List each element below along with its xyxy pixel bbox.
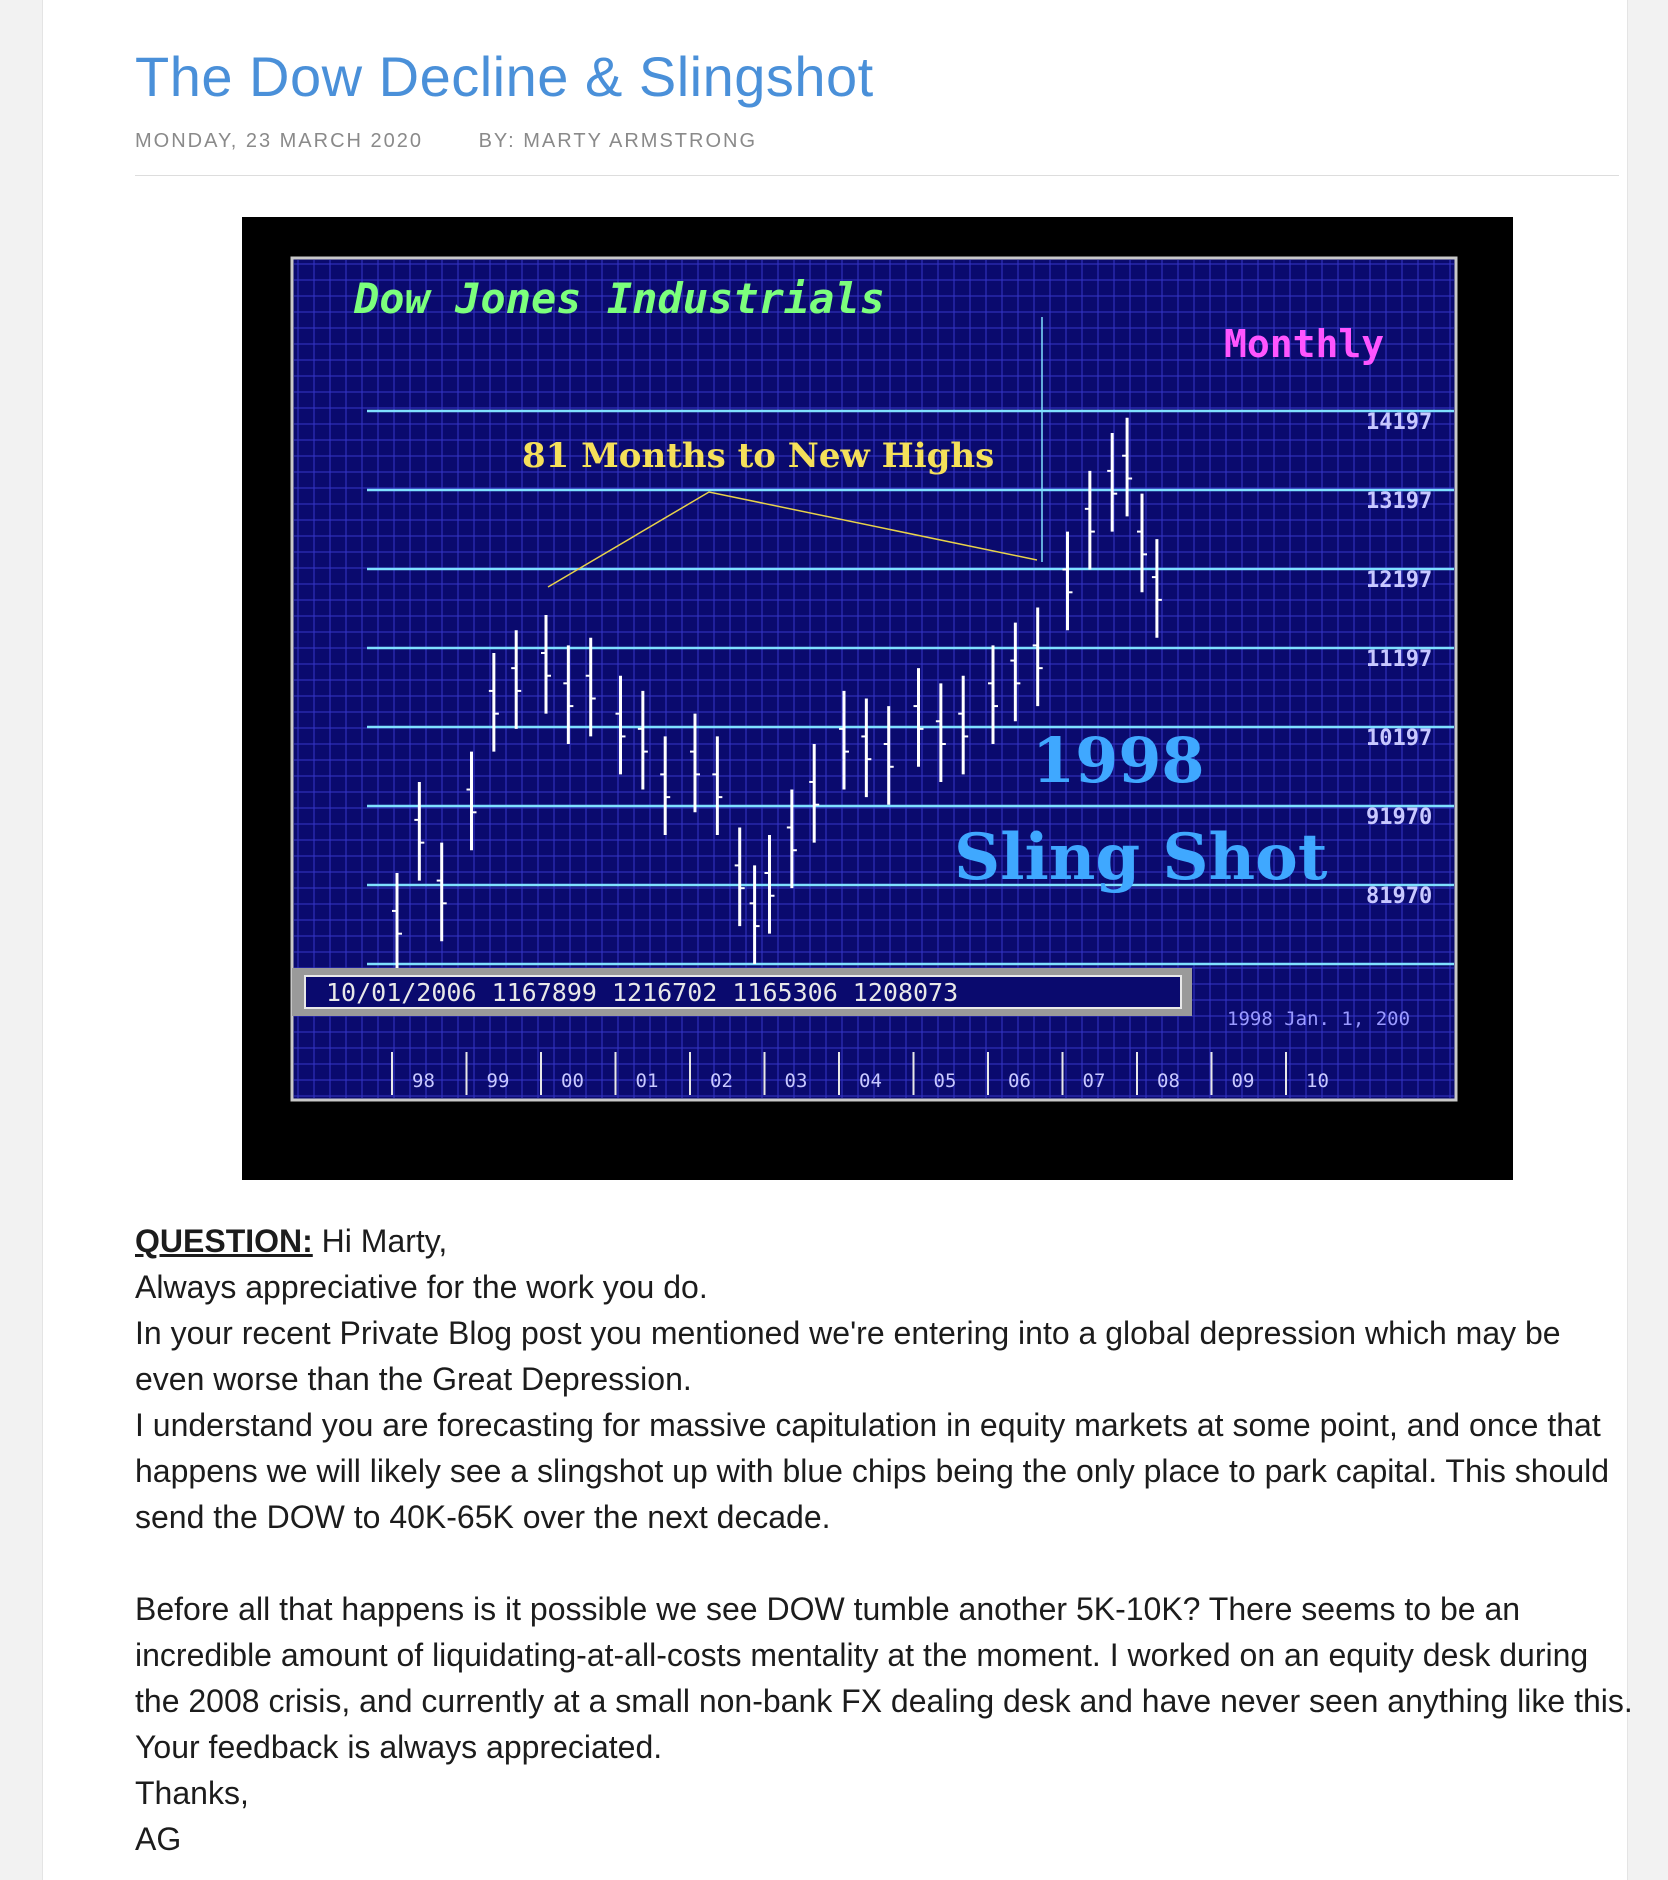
x-tick-label: 05 — [933, 1070, 957, 1092]
question-line — [135, 1218, 1635, 1264]
y-tick-label: 81970 — [1366, 884, 1433, 909]
y-tick-label: 10197 — [1366, 726, 1433, 751]
info-bar-text: 10/01/2006 1167899 1216702 1165306 1208073 — [326, 978, 959, 1007]
info-strip-text: 1998 Jan. 1, 200 — [1227, 1008, 1411, 1030]
paragraph-3: I understand you are forecasting for massive capitulation in equity markets at some point, and once that happens we will likely see a slingshot up with blue chips being the only place to park capital. This should send the DOW to 40K-65K over the next decade. — [135, 1407, 1610, 1535]
annotation-year: 1998 — [1032, 724, 1205, 797]
post-body — [135, 1218, 1635, 1862]
article-date: MONDAY, 23 MARCH 2020 — [135, 130, 424, 152]
x-tick-label: 07 — [1082, 1070, 1106, 1092]
article-author[interactable]: BY: MARTY ARMSTRONG — [478, 130, 757, 152]
annotation-months: 81 Months to New Highs — [522, 436, 995, 476]
signoff: Thanks, — [135, 1775, 249, 1811]
x-tick-label: 00 — [561, 1070, 584, 1092]
y-tick-label: 11197 — [1366, 647, 1433, 672]
x-tick-label: 09 — [1231, 1070, 1255, 1092]
article-meta — [135, 130, 805, 153]
x-tick-label: 98 — [412, 1070, 435, 1092]
x-tick-label: 04 — [859, 1070, 882, 1092]
x-tick-label: 02 — [710, 1070, 733, 1092]
divider — [135, 175, 1619, 176]
x-tick-label: 08 — [1157, 1070, 1180, 1092]
chart-title: Dow Jones Industrials — [354, 274, 886, 323]
y-tick-label: 14197 — [1366, 410, 1433, 435]
greeting: Hi Marty, — [312, 1223, 448, 1259]
paragraph-gap — [135, 1540, 1635, 1586]
x-tick-label: 99 — [486, 1070, 510, 1092]
annotation-slingshot: Sling Shot — [954, 820, 1328, 895]
dow-chart-image — [242, 217, 1513, 1180]
x-tick-label: 10 — [1306, 1070, 1329, 1092]
article-title[interactable]: The Dow Decline & Slingshot — [135, 45, 874, 108]
paragraph-1: Always appreciative for the work you do. — [135, 1269, 708, 1305]
paragraph-2: In your recent Private Blog post you mentioned we're entering into a global depression which may be even worse than the Great Depression. — [135, 1315, 1561, 1397]
paragraph-4: Before all that happens is it possible we see DOW tumble another 5K-10K? There seems to be an incredible amount of liquidating-at-all-costs mentality at the moment. I worked on an equity desk during the 2008 crisis, and currently at a small non-bank FX dealing desk and have never seen anything like this. Your feedback is always appreciated. — [135, 1591, 1633, 1765]
y-tick-label: 91970 — [1366, 805, 1433, 830]
y-tick-label: 13197 — [1366, 489, 1433, 514]
signature: AG — [135, 1821, 182, 1857]
x-tick-label: 01 — [635, 1070, 659, 1092]
question-label: QUESTION: — [135, 1223, 313, 1259]
dow-chart — [242, 217, 1513, 1180]
x-tick-label: 06 — [1008, 1070, 1031, 1092]
x-tick-label: 03 — [784, 1070, 808, 1092]
article-card — [42, 0, 1633, 1880]
chart-subtitle: Monthly — [1224, 322, 1385, 366]
y-tick-label: 12197 — [1366, 568, 1433, 593]
